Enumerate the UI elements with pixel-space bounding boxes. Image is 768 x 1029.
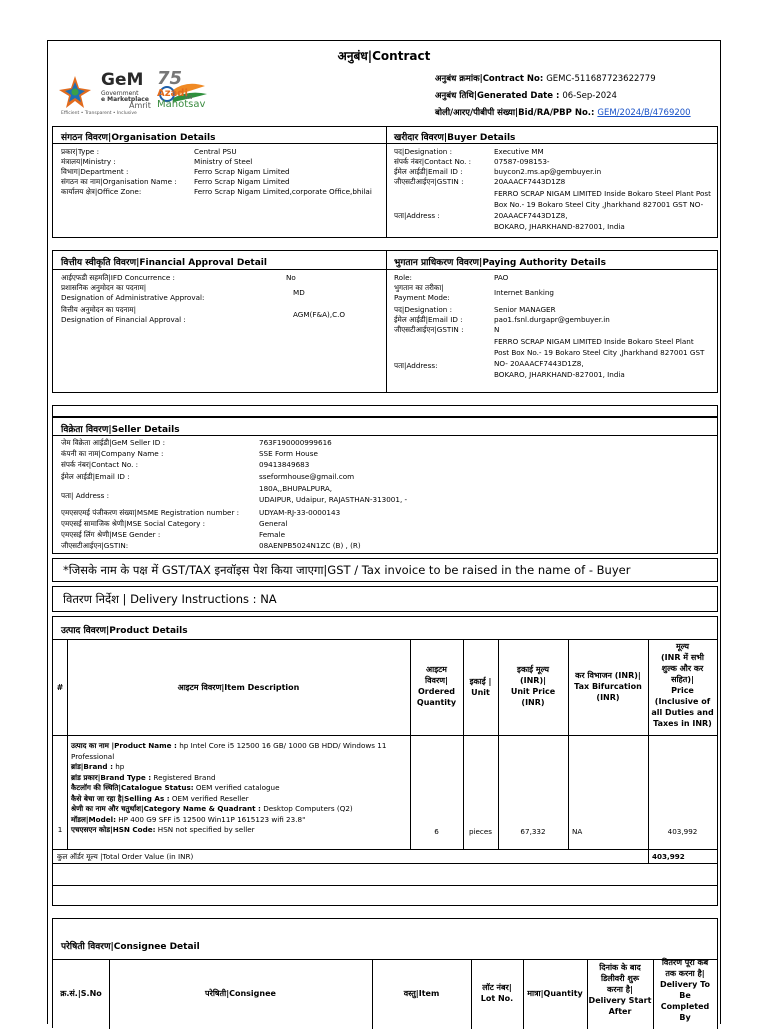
buyer-gstin-label: जीएसटीआईएन|GSTIN : [394, 177, 464, 186]
seller-box [52, 417, 718, 554]
seller-email: sseformhouse@gmail.com [259, 472, 355, 481]
row-qty: 6 [434, 827, 439, 836]
col-unit: इकाई | Unit [469, 677, 492, 697]
cons-col-sno: क्र.सं.|S.No [60, 989, 102, 998]
ifd-value: No [286, 273, 296, 282]
paying-designation-label: पद|Designation : [394, 305, 453, 314]
paying-gstin-label: जीएसटीआईएन|GSTIN : [394, 325, 464, 334]
row-price: 67,332 [520, 827, 546, 836]
col-item: आइटम विवरण|Item Description [177, 683, 300, 692]
paying-gstin: N [494, 325, 500, 334]
gem-sub2: e Marketplace [101, 96, 149, 103]
paying-heading: भुगतान प्राधिकरण विवरण|Paying Authority Details [394, 258, 607, 268]
row-total: 403,992 [667, 827, 698, 836]
buyer-designation: Executive MM [494, 147, 544, 156]
seller-social-label: एमएसई सामाजिक श्रेणी|MSE Social Category : [61, 519, 206, 528]
financial-paying-box [52, 250, 718, 393]
page-title: अनुबंध|Contract [337, 49, 431, 63]
financial-heading: वित्तीय स्वीकृति विवरण|Financial Approval Detail [61, 258, 267, 268]
cons-col-lot: लॉट नंबर| Lot No. [480, 983, 514, 1003]
paying-address-label: पता|Address: [394, 361, 438, 370]
buyer-contact-label: संपर्क नंबर|Contact No. : [394, 157, 472, 166]
gem-text: GeM [101, 70, 144, 90]
buyer-address-line: FERRO SCRAP NIGAM LIMITED Inside Bokaro Steel Plant Post [494, 189, 711, 198]
row-num: 1 [57, 825, 63, 834]
bid-link[interactable]: GEM/2024/B/4769200 [597, 108, 691, 118]
contract-no-line: अनुबंध क्रमांक|Contract No: GEMC-511687723622779 [435, 74, 656, 84]
paying-role: PAO [494, 273, 509, 282]
org-zone-label: कार्यालय क्षेत्र|Office Zone: [61, 187, 142, 196]
org-zone-value: Ferro Scrap Nigam Limited,corporate Office,bhilai [194, 187, 372, 196]
seller-address-label: पता| Address : [61, 491, 110, 500]
seller-id-label: जेम विक्रेता आईडी|GeM Seller ID : [61, 438, 166, 447]
org-name-label: संगठन का नाम|Organisation Name : [61, 177, 177, 186]
seller-id: 763F190000999616 [259, 438, 332, 447]
buyer-address-line: BOKARO, JHARKHAND-827001, India [494, 222, 625, 231]
ifd-label: आईएफडी सहमति|IFD Concurrence : [61, 273, 175, 282]
paying-role-label: Role: [394, 273, 412, 282]
paying-email-label: ईमेल आईडी|Email ID : [394, 315, 463, 324]
col-tax: कर विभाजन (INR)| Tax Bifurcation (INR) [574, 671, 642, 702]
seller-address-line: UDAIPUR, Udaipur, RAJASTHAN-313001, - [259, 495, 408, 504]
paying-mode: Internet Banking [494, 288, 554, 297]
col-num: # [56, 683, 64, 692]
product-heading: उत्पाद विवरण|Product Details [61, 626, 188, 636]
spacer-row [52, 405, 718, 417]
seller-address-line: 180A,,BHUPALPURA, [259, 484, 333, 493]
org-ministry-value: Ministry of Steel [194, 157, 253, 166]
seller-gender-label: एमएसई लिंग श्रेणी|MSE Gender : [61, 530, 161, 539]
cons-col-qty: मात्रा|Quantity [527, 989, 583, 998]
product-description: उत्पाद का नाम |Product Name : hp Intel Core i5 12500 16 GB/ 1000 GB HDD/ Windows 11 Professional ब्रांड|Brand : hp ब्रांड प्रकार|Brand Type : Registered Brand कैटलॉग की स्थिति|Catalogue Status: OEM verified catalogue कैसे बेचा जा रहा है|Selling As : OEM verified Reseller श्रेणी का नाम और चतुर्थांश|Category Name & Quadrant : Desktop Computers (Q2) मॉडल|Model: HP 400 G9 SFF i5 12500 Win11P 1615123 wifi 23.8" एचएसएन कोड|HSN Code: HSN not specified by seller [71, 741, 387, 834]
paying-address-line: FERRO SCRAP NIGAM LIMITED Inside Bokaro Steel Plant [494, 337, 694, 346]
total-order-label: कुल ऑर्डर मूल्य |Total Order Value (in INR) [57, 852, 194, 861]
gst-note-box [52, 558, 718, 582]
paying-email: pao1.fsnl.durgapr@gembuyer.in [494, 315, 610, 324]
seller-company-label: कंपनी का नाम|Company Name : [61, 449, 164, 458]
consignee-box [52, 918, 718, 1028]
org-heading: संगठन विवरण|Organisation Details [61, 133, 216, 143]
buyer-address-label: पता|Address : [394, 211, 440, 220]
buyer-email-label: ईमेल आईडी|Email ID : [394, 167, 463, 176]
total-order-value: 403,992 [652, 852, 685, 861]
paying-address-line: BOKARO, JHARKHAND-827001, India [494, 370, 625, 379]
seller-email-label: ईमेल आईडी|Email ID : [61, 472, 130, 481]
gst-note: *जिसके नाम के पक्ष में GST/TAX इनवॉइस पेश किया जाएगा|GST / Tax invoice to be raised in the name of - Buyer [63, 563, 631, 577]
paying-mode-label: भुगतान का तरीका| [394, 283, 444, 292]
org-name-value: Ferro Scrap Nigam Limited [194, 177, 290, 186]
seventy-five-text: 75 [157, 68, 183, 89]
paying-designation: Senior MANAGER [494, 305, 556, 314]
seller-contact-label: संपर्क नंबर|Contact No. : [61, 460, 139, 469]
contract-page [47, 40, 721, 1024]
delivery-box [52, 586, 718, 612]
buyer-address-line: 20AAACF7443D1Z8, [494, 211, 568, 220]
consignee-heading: परेषिती विवरण|Consignee Detail [61, 942, 200, 952]
spacer-row [52, 886, 718, 906]
bid-no-line: बोली/आरए/पीबीपी संख्या|Bid/RA/PBP No.: GEM/2024/B/4769200 [435, 108, 691, 118]
org-department-label: विभाग|Department : [61, 167, 129, 176]
org-buyer-box [52, 126, 718, 238]
generated-date-line: अनुबंध तिथि|Generated Date : 06-Sep-2024 [435, 91, 617, 101]
buyer-gstin: 20AAACF7443D1Z8 [494, 177, 566, 186]
contract-no: GEMC-511687723622779 [546, 74, 656, 84]
admin-approval-label: प्रशासनिक अनुमोदन का पदनाम| [61, 283, 147, 292]
org-department-value: Ferro Scrap Nigam Limited [194, 167, 290, 176]
buyer-designation-label: पद|Designation : [394, 147, 453, 156]
org-ministry-label: मंत्रालय|Ministry : [61, 157, 116, 166]
mahotsav-text: Mahotsav [157, 99, 206, 110]
fin-approval-label: वित्तीय अनुमोदन का पदनाम| [61, 305, 137, 314]
amrit-text: Amrit [129, 101, 151, 110]
org-type-value: Central PSU [194, 147, 237, 156]
fin-approval-value: AGM(F&A),C.O [293, 310, 346, 319]
cons-col-complete: वितरण पूरा कब तक करना है| Delivery To Be Completed By [659, 958, 711, 1022]
seller-heading: विक्रेता विवरण|Seller Details [61, 425, 180, 435]
row-unit: pieces [468, 827, 493, 836]
col-price: इकाई मूल्य (INR)| Unit Price (INR) [510, 665, 556, 707]
admin-approval-label: Designation of Administrative Approval: [61, 293, 205, 302]
seller-contact: 09413849683 [259, 460, 310, 469]
product-box [52, 616, 718, 886]
paying-mode-label: Payment Mode: [394, 293, 450, 302]
paying-address-line: Post Box No.- 19 Bokaro Steel City ,Jharkhand 827001 GST [494, 348, 705, 357]
buyer-contact: 07587-098153- [494, 157, 550, 166]
azadi-text: Azadi [157, 88, 188, 99]
seller-gstin: 08AENPB5024N1ZC (B) , (R) [259, 541, 361, 550]
gem-tagline: Efficient • Transparent • Inclusive [61, 111, 137, 116]
seller-company: SSE Form House [259, 449, 318, 458]
buyer-email: buycon2.ms.ap@gembuyer.in [494, 167, 602, 176]
buyer-heading: खरीदार विवरण|Buyer Details [394, 133, 516, 143]
admin-approval-value: MD [293, 288, 305, 297]
generated-date: 06-Sep-2024 [562, 91, 617, 101]
cons-col-consignee: परेषिती|Consignee [205, 989, 276, 998]
col-total: मूल्य (INR में सभी शुल्क और कर सहित)| Price (Inclusive of all Duties and Taxes in INR) [651, 642, 714, 728]
col-qty: आइटम विवरण| Ordered Quantity [416, 665, 457, 707]
fin-approval-label: Designation of Financial Approval : [61, 315, 186, 324]
cons-col-item: वस्तु|Item [403, 989, 440, 998]
delivery-instructions: वितरण निर्देश | Delivery Instructions : NA [63, 592, 277, 606]
paying-address-line: NO- 20AAACF7443D1Z8, [494, 359, 584, 368]
gem-sub1: Government [101, 90, 139, 97]
org-type-label: प्रकार|Type : [61, 147, 100, 156]
ka-text: Ka [185, 94, 193, 101]
cons-col-start: दिनांक के बाद डिलीवरी शुरू करना है| Delivery Start After [588, 963, 652, 1016]
buyer-address-line: Box No.- 19 Bokaro Steel City ,Jharkhand 827001 GST NO- [494, 200, 704, 209]
seller-gstin-label: जीएसटीआईएन|GSTIN: [61, 541, 129, 550]
seller-msme: UDYAM-RJ-33-0000143 [259, 508, 341, 517]
seller-social: General [259, 519, 288, 528]
seller-msme-label: एमएसएमई पंजीकरण संख्या|MSME Registration number : [61, 508, 240, 517]
row-tax: NA [572, 827, 583, 836]
seller-gender: Female [259, 530, 285, 539]
